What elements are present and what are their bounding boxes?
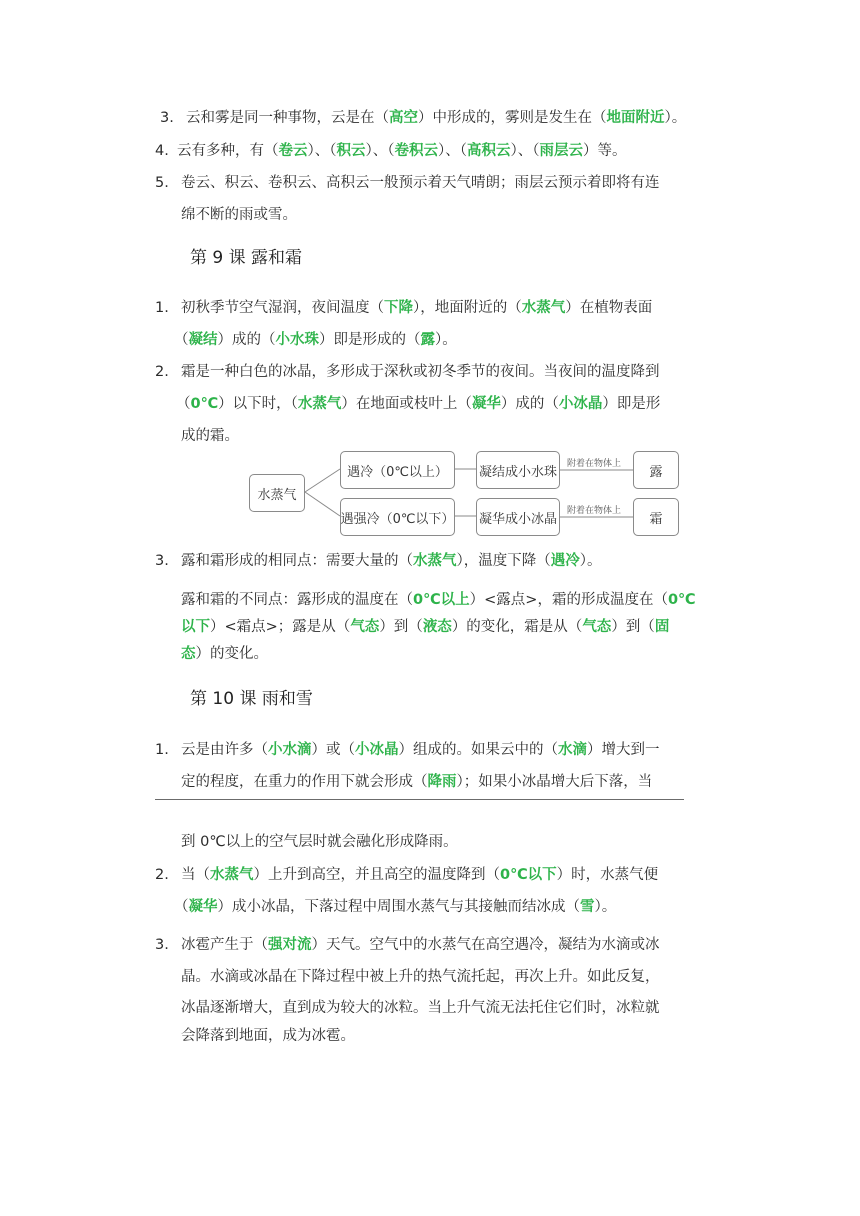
answer: 下降 — [384, 300, 413, 316]
frost-item-2-line-2: （0℃）以下时，（水蒸气）在地面或枝叶上（凝华）成的（小冰晶）即是形 — [176, 396, 661, 412]
answer: 水蒸气 — [210, 867, 254, 883]
answer: 小冰晶 — [558, 396, 603, 412]
answer: 液态 — [422, 619, 452, 635]
condense-box: 凝结成小水珠 — [476, 451, 560, 489]
answer: 水蒸气 — [521, 300, 566, 316]
cooling-above-zero-box: 遇冷（0℃以上） — [340, 451, 455, 489]
answer: 0℃以下 — [500, 867, 557, 883]
answer: 地面附近 — [606, 110, 665, 126]
connector-line — [305, 469, 340, 492]
hail-item-3-line-3: 冰晶逐渐增大，直到成为较大的冰粒。当上升气流无法托住它们时，冰粒就 — [181, 1000, 660, 1016]
answer: 水滴 — [558, 742, 587, 758]
answer: 水蒸气 — [413, 553, 457, 569]
deposition-box: 凝华成小冰晶 — [476, 498, 560, 536]
frost-item-2: 2. 霜是一种白色的冰晶，多形成于深秋或初冬季节的夜间。当夜间的温度降到 — [155, 364, 660, 380]
answer: 0℃以上 — [413, 592, 470, 608]
item-5-line-2: 绵不断的雨或雪。 — [181, 207, 297, 223]
answer: 降雨 — [427, 774, 457, 790]
page-break-rule — [155, 799, 684, 800]
answer: 凝华 — [188, 899, 218, 915]
answer: 气态 — [350, 619, 380, 635]
attach-label-top: 附着在物体上 — [567, 459, 622, 469]
answer: 凝华 — [471, 396, 501, 412]
answer: 以下 — [181, 619, 210, 635]
dew-result-box: 露 — [633, 451, 679, 489]
answer: 0℃ — [667, 592, 696, 608]
item-3-cloud-fog: 3. 云和雾是同一种事物，云是在（高空）中形成的，雾则是发生在（地面附近）。 — [160, 110, 687, 126]
answer: 0℃ — [190, 396, 219, 412]
answer: 遇冷 — [550, 553, 580, 569]
answer: 高积云 — [467, 143, 511, 159]
snow-item-2: 2. 当（水蒸气）上升到高空，并且高空的温度降到（0℃以下）时，水蒸气便 — [155, 867, 659, 883]
lesson-9-heading: 第 9 课 露和霜 — [190, 248, 303, 268]
answer: 态 — [181, 646, 196, 662]
frost-item-2-line-3: 成的霜。 — [181, 428, 239, 444]
connector-line — [305, 492, 340, 516]
dew-frost-item-3: 3. 露和霜形成的相同点：需要大量的（水蒸气），温度下降（遇冷）。 — [155, 553, 602, 569]
answer: 高空 — [389, 110, 418, 126]
hail-item-3-line-2: 晶。水滴或冰晶在下降过程中被上升的热气流托起，再次上升。如此反复， — [181, 969, 660, 985]
answer: 卷云 — [278, 143, 308, 159]
answer: 凝结 — [188, 332, 218, 348]
answer: 水蒸气 — [297, 396, 342, 412]
hail-item-3: 3. 冰雹产生于（强对流）天气。空气中的水蒸气在高空遇冷，凝结为水滴或冰 — [155, 937, 660, 953]
answer: 气态 — [582, 619, 612, 635]
answer: 积云 — [336, 143, 366, 159]
frost-result-box: 霜 — [633, 498, 679, 536]
answer: 强对流 — [268, 937, 312, 953]
differences-line-3: 态）的变化。 — [181, 646, 268, 662]
dew-item-1: 1. 初秋季节空气湿润，夜间温度（下降），地面附近的（水蒸气）在植物表面 — [155, 300, 653, 316]
hail-item-3-line-4: 会降落到地面，成为冰雹。 — [181, 1028, 355, 1044]
answer: 卷积云 — [394, 143, 438, 159]
water-vapor-box: 水蒸气 — [249, 474, 305, 512]
rain-item-1-line-3: 到 0℃以上的空气层时就会融化形成降雨。 — [181, 834, 458, 850]
differences-line-1: 露和霜的不同点：露形成的温度在（0℃以上）<露点>，霜的形成温度在（0℃ — [181, 592, 696, 608]
rain-item-1-line-2: 定的程度，在重力的作用下就会形成（降雨）；如果小冰晶增大后下落，当 — [181, 774, 653, 790]
answer: 雨层云 — [539, 143, 583, 159]
answer: 雪 — [580, 899, 595, 915]
dew-item-1-line-2: （凝结）成的（小水珠）即是形成的（露）。 — [174, 332, 457, 348]
differences-line-2: 以下）<霜点>；露是从（气态）到（液态）的变化，霜是从（气态）到（固 — [181, 619, 670, 635]
answer: 露 — [420, 332, 435, 348]
strong-cooling-below-zero-box: 遇强冷（0℃以下） — [340, 498, 455, 536]
attach-label-bottom: 附着在物体上 — [567, 506, 622, 516]
snow-item-2-line-2: （凝华）成小冰晶，下落过程中周围水蒸气与其接触而结冰成（雪）。 — [174, 899, 617, 915]
item-5-forecast: 5. 卷云、积云、卷积云、高积云一般预示着天气晴朗；雨层云预示着即将有连 — [155, 175, 660, 191]
answer: 小冰晶 — [355, 742, 399, 758]
answer: 固 — [654, 619, 670, 635]
answer: 小水滴 — [268, 742, 312, 758]
answer: 小水珠 — [275, 332, 319, 348]
item-4-cloud-types: 4. 云有多种，有（卷云）、（积云）、（卷积云）、（高积云）、（雨层云）等。 — [155, 143, 627, 159]
rain-item-1: 1. 云是由许多（小水滴）或（小冰晶）组成的。如果云中的（水滴）增大到一 — [155, 742, 660, 758]
lesson-10-heading: 第 10 课 雨和雪 — [190, 689, 313, 709]
